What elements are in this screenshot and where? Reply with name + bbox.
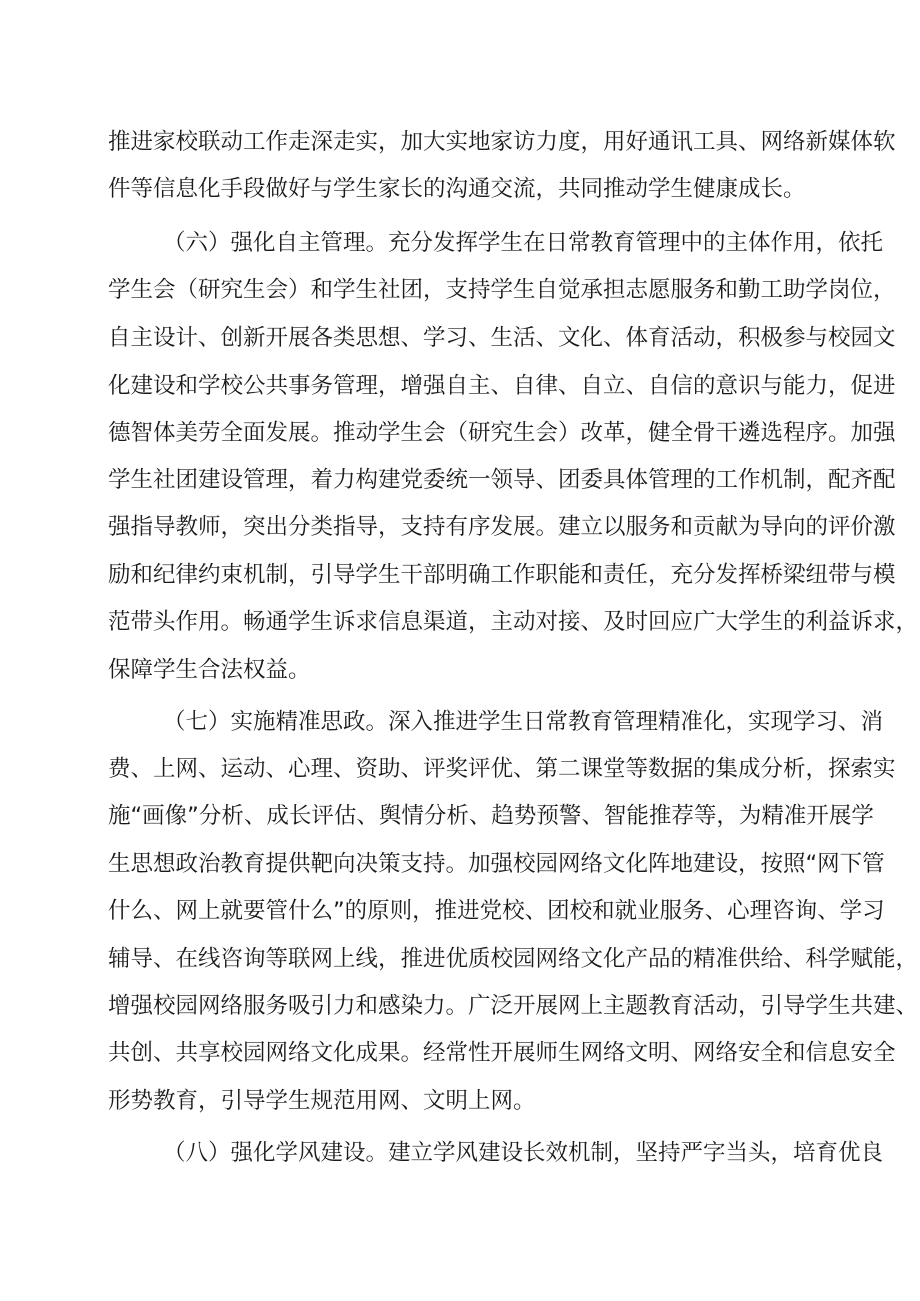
text-line: 化建设和学校公共事务管理，增强自主、自律、自立、自信的意识与能力，促进 <box>108 373 896 399</box>
text-line: 保障学生合法权益。 <box>108 657 311 683</box>
text-line: 形势教育，引导学生规范用网、文明上网。 <box>108 1088 536 1114</box>
text-line: 自主设计、创新开展各类思想、学习、生活、文化、体育活动，积极参与校园文 <box>108 325 896 351</box>
text-line: 辅导、在线咨询等联网上线，推进优质校园网络文化产品的精准供给、科学赋能， <box>108 946 919 972</box>
text-line: 推进家校联动工作走深走实，加大实地家访力度，用好通讯工具、网络新媒体软 <box>108 129 896 155</box>
text-line: 强指导教师，突出分类指导，支持有序发展。建立以服务和贡献为导向的评价激 <box>108 514 896 540</box>
text-line: 励和纪律约束机制，引导学生干部明确工作职能和责任，充分发挥桥梁纽带与模 <box>108 562 896 588</box>
text-line: 学生社团建设管理，着力构建党委统一领导、团委具体管理的工作机制，配齐配 <box>108 467 896 493</box>
paragraph-7-heading-line: （七）实施精准思政。深入推进学生日常教育管理精准化，实现学习、消 <box>163 709 884 735</box>
text-line: 件等信息化手段做好与学生家长的沟通交流，共同推动学生健康成长。 <box>108 176 806 202</box>
text-line: 什么、网上就要管什么”的原则，推进党校、团校和就业服务、心理咨询、学习 <box>108 898 885 924</box>
paragraph-8-heading-line: （八）强化学风建设。建立学风建设长效机制，坚持严字当头，培育优良 <box>163 1140 884 1166</box>
text-line: 增强校园网络服务吸引力和感染力。广泛开展网上主题教育活动，引导学生共建、 <box>108 993 919 1019</box>
text-line: 德智体美劳全面发展。推动学生会（研究生会）改革，健全骨干遴选程序。加强 <box>108 420 896 446</box>
text-line: 施“画像”分析、成长评估、舆情分析、趋势预警、智能推荐等，为精准开展学 <box>108 803 874 829</box>
text-line: 范带头作用。畅通学生诉求信息渠道，主动对接、及时回应广大学生的利益诉求， <box>108 609 919 635</box>
text-line: 生思想政治教育提供靶向决策支持。加强校园网络文化阵地建设，按照“网下管 <box>108 851 885 877</box>
paragraph-6-heading-line: （六）强化自主管理。充分发挥学生在日常教育管理中的主体作用，依托 <box>163 230 884 256</box>
text-line: 共创、共享校园网络文化成果。经常性开展师生网络文明、网络安全和信息安全 <box>108 1040 896 1066</box>
text-line: 学生会（研究生会）和学生社团，支持学生自觉承担志愿服务和勤工助学岗位， <box>108 277 896 303</box>
text-line: 费、上网、运动、心理、资助、评奖评优、第二课堂等数据的集成分析，探索实 <box>108 756 896 782</box>
